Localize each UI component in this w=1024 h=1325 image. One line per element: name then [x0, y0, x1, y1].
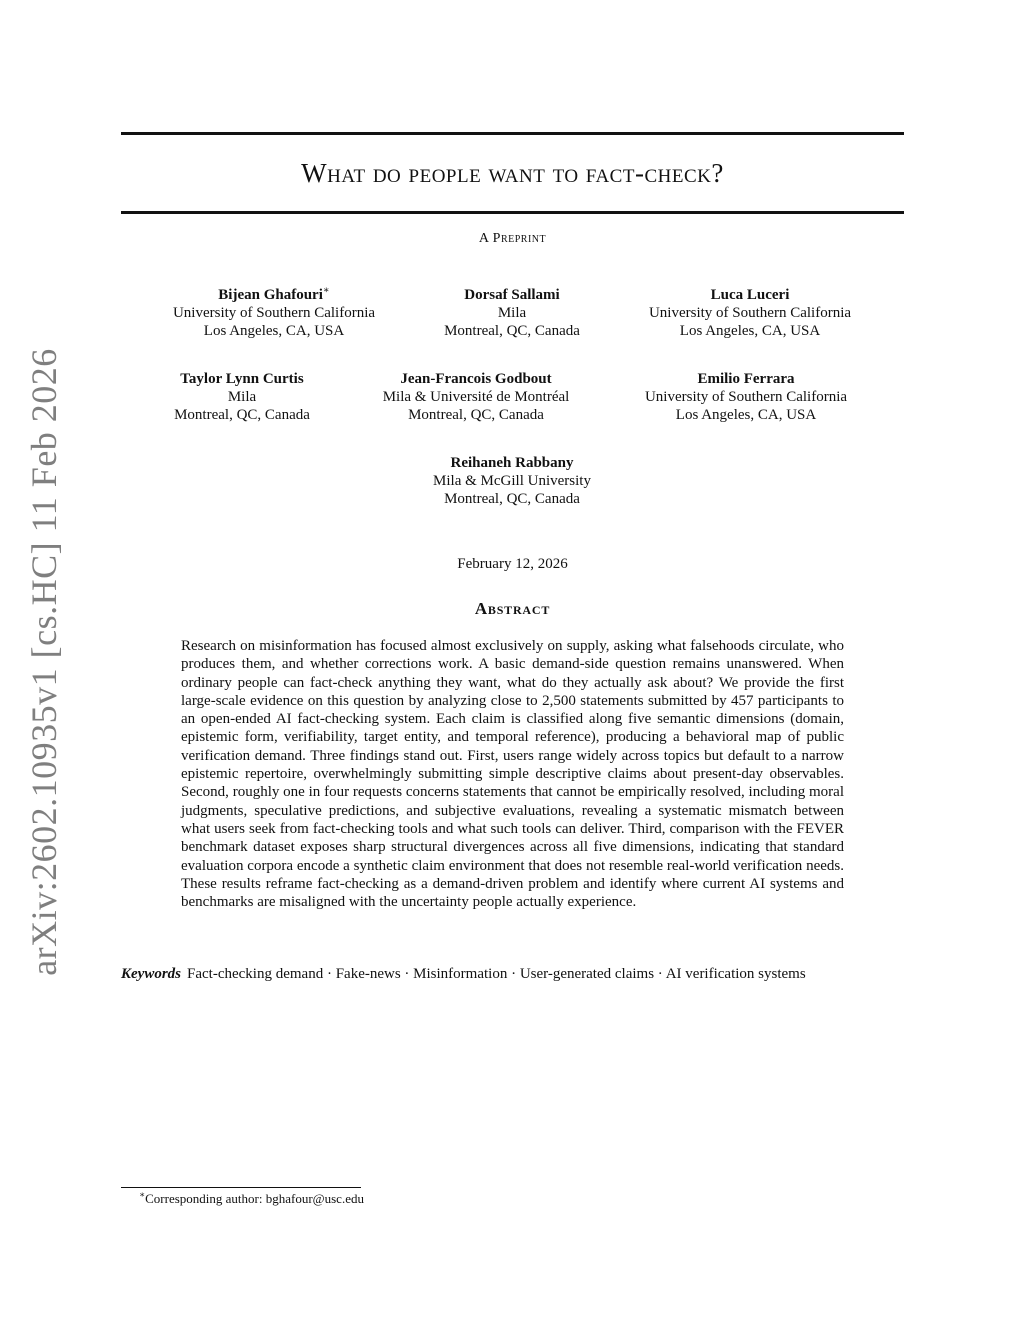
paper-title: What do people want to fact-check? — [301, 158, 724, 188]
author-name: Luca Luceri — [710, 287, 790, 303]
author-block-1 — [144, 286, 404, 340]
author-block-7 — [382, 454, 642, 508]
author-block-6 — [616, 370, 876, 424]
author-name: Emilio Ferrara — [697, 371, 795, 387]
title-rule-top — [121, 132, 904, 135]
publication-date: February 12, 2026 — [457, 556, 568, 572]
keywords-line — [121, 966, 921, 983]
author-affiliation: University of Southern California — [648, 305, 852, 321]
author-name: Bijean Ghafouri∗ — [218, 285, 330, 303]
preprint-label: A Preprint — [478, 231, 547, 246]
author-location: Los Angeles, CA, USA — [203, 323, 345, 339]
author-affiliation: Mila — [227, 389, 257, 405]
author-location: Montreal, QC, Canada — [444, 323, 580, 339]
author-location: Montreal, QC, Canada — [444, 491, 580, 507]
author-location: Los Angeles, CA, USA — [675, 407, 817, 423]
author-name: Taylor Lynn Curtis — [180, 371, 304, 387]
author-name: Jean-Francois Godbout — [400, 371, 552, 387]
keywords-text: Fact-checking demand · Fake-news · Misinformation · User-generated claims · AI verification systems — [187, 966, 806, 982]
author-block-2 — [382, 286, 642, 340]
author-block-4 — [112, 370, 372, 424]
author-location: Montreal, QC, Canada — [174, 407, 310, 423]
author-affiliation: University of Southern California — [644, 389, 848, 405]
author-name: Reihaneh Rabbany — [450, 455, 574, 471]
author-name: Dorsaf Sallami — [464, 287, 560, 303]
footnote-marker: ∗ — [139, 1189, 146, 1200]
footnote-rule — [121, 1187, 361, 1188]
keywords-label: Keywords — [121, 966, 181, 982]
author-location: Montreal, QC, Canada — [408, 407, 544, 423]
title-rule-bottom — [121, 211, 904, 214]
author-affiliation: Mila & McGill University — [433, 473, 591, 489]
author-block-3 — [620, 286, 880, 340]
abstract-heading: Abstract — [474, 599, 551, 618]
author-location: Los Angeles, CA, USA — [679, 323, 821, 339]
author-affiliation: Mila & Université de Montréal — [382, 389, 570, 405]
abstract-body: Research on misinformation has focused almost exclusively on supply, asking what falsehoods circulate, who produces them, and whether corrections work. A basic demand-side question remains unanswered. When ordinary people can fact-check anything they want, what do they actually ask about? We provide the first large-scale evidence on this question by analyzing close to 2,500 statements submitted by 457 participants to an open-ended AI fact-checking system. Each claim is classified along five semantic dimensions (domain, epistemic form, verifiability, target entity, and temporal reference), producing a behavioral map of public verification demand. Three findings stand out. First, users range widely across topics but default to a narrow epistemic repertoire, overwhelmingly submitting simple descriptive claims about present-day observables. Second, roughly one in four requests concerns statements that cannot be empirically resolved, including moral judgments, speculative predictions, and subjective evaluations, revealing a systematic mismatch between what users seek from fact-checking tools and what such tools can deliver. Third, comparison with the FEVER benchmark dataset exposes sharp structural divergences across all five dimensions, indicating that standard evaluation corpora encode a synthetic claim environment that does not resemble real-world verification needs. These results reframe fact-checking as a demand-driven problem and identify where current AI systems and benchmarks are misaligned with the uncertainty people actually experience. — [181, 638, 844, 911]
author-block-5 — [346, 370, 606, 424]
author-footnote-marker: ∗ — [322, 285, 330, 296]
footnote — [139, 1191, 364, 1207]
footnote-text: Corresponding author: bghafour@usc.edu — [145, 1191, 364, 1206]
author-affiliation: University of Southern California — [172, 305, 376, 321]
arxiv-identifier-stamp: arXiv:2602.10935v1 [cs.HC] 11 Feb 2026 — [24, 348, 64, 976]
author-affiliation: Mila — [497, 305, 527, 321]
